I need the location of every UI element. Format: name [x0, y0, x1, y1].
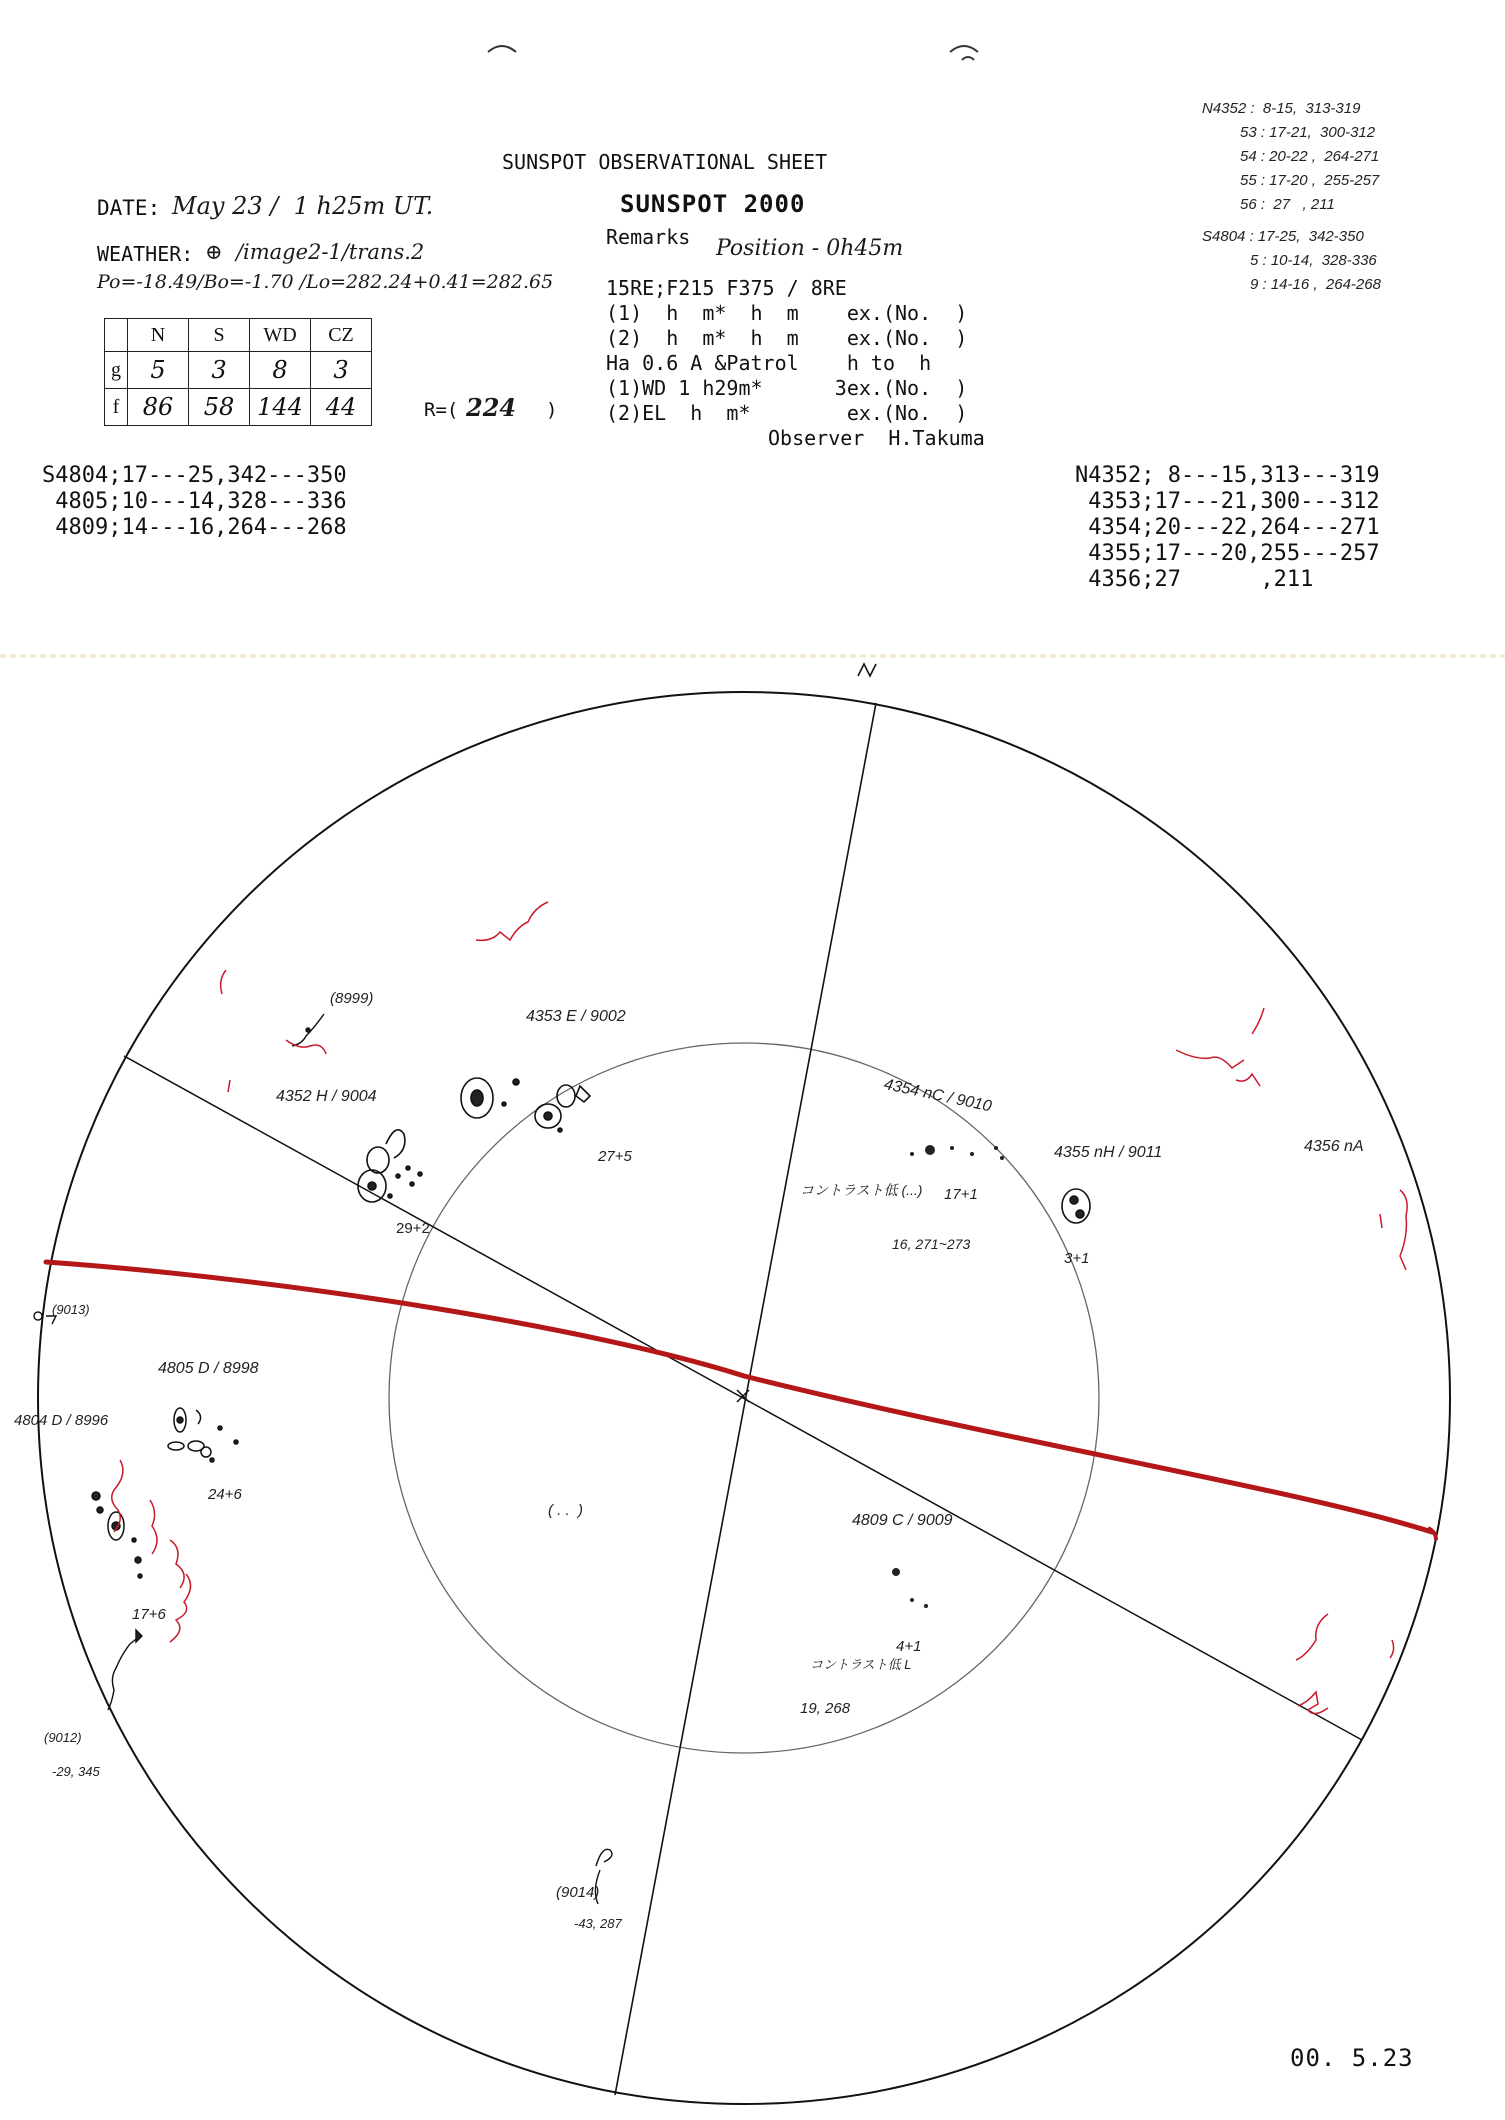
disk-label-g4809: 4809 C / 9009 — [852, 1512, 953, 1529]
region-south-1: S4804;17---25,342---350 — [42, 463, 347, 488]
disk-label-coord-9012: -29, 345 — [52, 1764, 100, 1779]
row-label-f: f — [105, 389, 128, 426]
corner-note-1: N4352 : 8-15, 313-319 — [1202, 100, 1361, 117]
region-north-1: N4352; 8---15,313---319 — [1075, 463, 1380, 488]
spot-group-4804 — [92, 1492, 142, 1578]
disk-label-g4355: 4355 nH / 9011 — [1054, 1144, 1163, 1161]
disk-label-g9013: (9013) — [52, 1302, 90, 1317]
disk-label-g4354: 4354 nC / 9010 — [882, 1076, 994, 1116]
exposure-line-1: (1) h m* h m ex.(No. ) — [606, 301, 968, 325]
f-n: 86 — [128, 389, 189, 426]
observer-line: Observer H.Takuma — [768, 426, 985, 450]
row-label-g: g — [105, 352, 128, 389]
disk-label-coord-4809: 19, 268 — [800, 1700, 851, 1717]
spot-group-9012 — [108, 1630, 142, 1710]
filters-line: 15RE;F215 F375 / 8RE — [606, 276, 847, 300]
date-stamp: 00. 5.23 — [1290, 2044, 1414, 2072]
spot-group-4809 — [892, 1568, 928, 1608]
disk-label-count-4805: 24+6 — [208, 1486, 242, 1503]
g-n: 5 — [128, 352, 189, 389]
region-south-2: 4805;10---14,328---336 — [42, 489, 347, 514]
disk-label-count-4355: 3+1 — [1064, 1250, 1090, 1267]
corner-note-7: 5 : 10-14, 328-336 — [1250, 252, 1377, 269]
wd-line: (1)WD 1 h29m* 3ex.(No. ) — [606, 376, 968, 400]
disk-label-count-4353: 27+5 — [598, 1148, 632, 1165]
orientation-line: Po=-18.49/Bo=-1.70 /Lo=282.24+0.41=282.65 — [97, 271, 554, 293]
f-s: 58 — [189, 389, 250, 426]
corner-note-2: 53 : 17-21, 300-312 — [1240, 124, 1376, 141]
r-value: 224 — [466, 393, 517, 422]
weather-value: ⊕ /image2-1/trans.2 — [205, 240, 425, 264]
region-north-4: 4355;17---20,255---257 — [1075, 541, 1380, 566]
header-s: S — [189, 319, 250, 352]
disk-label-count-4804: 17+6 — [132, 1606, 166, 1623]
spot-group-4355 — [1062, 1189, 1090, 1223]
disk-label-g4353: 4353 E / 9002 — [526, 1008, 626, 1025]
remarks-label: Remarks — [606, 225, 691, 249]
north-marker-icon — [858, 664, 876, 676]
header-n: N — [128, 319, 189, 352]
disk-label-coord-9014: -43, 287 — [574, 1916, 622, 1931]
g-cz: 3 — [311, 352, 372, 389]
cross-axis — [124, 1056, 1362, 1740]
g-s: 3 — [189, 352, 250, 389]
spot-group-4353 — [461, 1078, 590, 1132]
disk-label-count-4352: 29+2 — [396, 1220, 430, 1237]
header-wd: WD — [250, 319, 311, 352]
r-close: ) — [546, 399, 558, 421]
disk-label-contrast-b: コントラスト低 L — [810, 1657, 912, 1672]
corner-note-8: 9 : 14-16 , 264-268 — [1250, 276, 1381, 293]
disk-label-g9014: (9014) — [556, 1884, 600, 1901]
g-wd: 8 — [250, 352, 311, 389]
spot-group-4354 — [910, 1145, 1004, 1160]
date-value: May 23 / 1 h25m UT. — [172, 192, 434, 220]
disk-label-count-4354: 17+1 — [944, 1186, 978, 1203]
region-north-3: 4354;20---22,264---271 — [1075, 515, 1380, 540]
sheet-heading: SUNSPOT 2000 — [620, 190, 806, 218]
disk-label-count-4809: 4+1 — [896, 1638, 922, 1655]
faculae-markings — [112, 902, 1407, 1714]
punch-mark-left — [488, 46, 516, 52]
f-wd: 144 — [250, 389, 311, 426]
header-cz: CZ — [311, 319, 372, 352]
disk-label-g9012: (9012) — [44, 1730, 82, 1745]
sheet-title: SUNSPOT OBSERVATIONAL SHEET — [502, 150, 828, 174]
date-label: DATE: — [97, 196, 161, 220]
region-north-2: 4353;17---21,300---312 — [1075, 489, 1380, 514]
corner-note-3: 54 : 20-22 , 264-271 — [1240, 148, 1380, 165]
region-north-5: 4356;27 ,211 — [1075, 567, 1314, 592]
disk-label-g4352: 4352 H / 9004 — [276, 1088, 377, 1105]
equator-line — [46, 1262, 1432, 1532]
disk-label-g4805: 4805 D / 8998 — [158, 1360, 259, 1377]
disk-label-contrast-a: コントラスト低 (...) — [800, 1182, 923, 1198]
ha-line: Ha 0.6 A &Patrol h to h — [606, 351, 932, 375]
disk-label-g4804: 4804 D / 8996 — [14, 1412, 109, 1429]
corner-note-4: 55 : 17-20 , 255-257 — [1240, 172, 1380, 189]
exposure-line-2: (2) h m* h m ex.(No. ) — [606, 326, 968, 350]
disk-label-faint: ( . . ) — [548, 1502, 583, 1519]
el-line: (2)EL h m* ex.(No. ) — [606, 401, 968, 425]
region-south-3: 4809;14---16,264---268 — [42, 515, 347, 540]
disk-label-coord-4354: 16, 271~273 — [892, 1236, 971, 1252]
punch-mark-right-b — [962, 57, 974, 60]
corner-note-5: 56 : 27 , 211 — [1240, 196, 1335, 213]
remarks-value: Position - 0h45m — [716, 236, 904, 261]
punch-mark-right — [950, 46, 978, 52]
weather-label: WEATHER: — [97, 242, 194, 266]
disk-label-g4356: 4356 nA — [1304, 1138, 1364, 1155]
f-cz: 44 — [311, 389, 372, 426]
spot-group-8999 — [292, 1014, 324, 1046]
corner-note-6: S4804 : 17-25, 342-350 — [1202, 228, 1364, 245]
spot-group-4805 — [168, 1408, 238, 1462]
disk-label-g8999: (8999) — [330, 990, 374, 1007]
r-label: R=( — [424, 399, 459, 421]
